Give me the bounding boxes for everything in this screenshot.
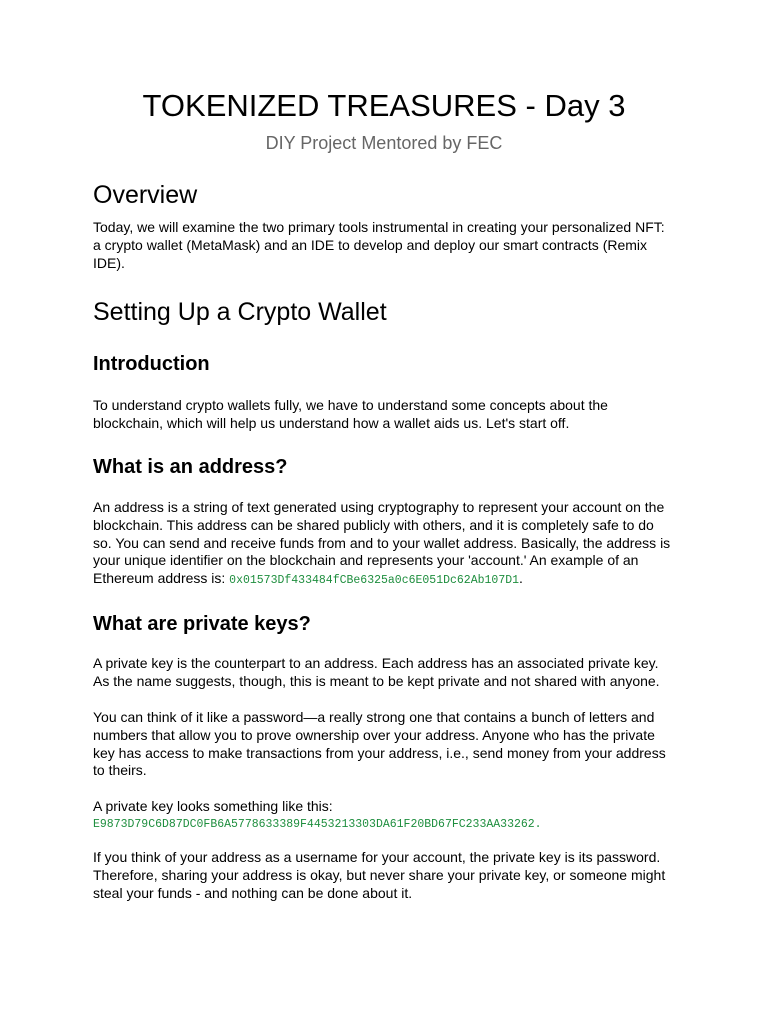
page-subtitle: DIY Project Mentored by FEC — [265, 133, 503, 153]
address-paragraph — [93, 499, 675, 590]
overview-heading: Overview — [93, 181, 198, 209]
private-keys-paragraph-4: If you think of your address as a username for your account, the private key is its password. Therefore, sharing your address is okay, but never share your private key, or someone might steal your funds - and nothing can be done about it. — [93, 849, 666, 901]
private-key-example-code: E9873D79C6D87DC0FB6A5778633389F4453213303DA61F20BD67FC233AA33262. — [93, 818, 542, 831]
private-keys-heading: What are private keys? — [93, 613, 311, 635]
address-text: An address is a string of text generated using cryptography to represent your account on the blockchain. This address can be shared publicly with others, and it is completely safe to do so. You can send and receive funds from and to your wallet address. Basically, the address is your unique identifier on the blockchain and represents your 'account.' An example of an Ethereum address is: — [93, 499, 671, 587]
wallet-section-heading: Setting Up a Crypto Wallet — [93, 298, 387, 326]
introduction-heading: Introduction — [93, 353, 210, 375]
private-keys-paragraph-3: A private key looks something like this: — [93, 798, 333, 814]
page-title: TOKENIZED TREASURES - Day 3 — [142, 88, 626, 123]
address-example-code: 0x01573Df433484fCBe6325a0c6E051Dc62Ab107D1 — [229, 574, 520, 588]
address-period: . — [519, 570, 523, 587]
private-keys-paragraph-1: A private key is the counterpart to an address. Each address has an associated private key. As the name suggests, though, this is meant to be kept private and not shared with anyone. — [93, 655, 660, 689]
address-heading: What is an address? — [93, 456, 288, 478]
introduction-paragraph: To understand crypto wallets fully, we have to understand some concepts about the blockchain, which will help us understand how a wallet aids us. Let's start off. — [93, 397, 608, 431]
overview-paragraph: Today, we will examine the two primary tools instrumental in creating your personalized NFT: a crypto wallet (MetaMask) and an IDE to develop and deploy our smart contracts (Remix IDE). — [93, 219, 665, 271]
private-keys-paragraph-2: You can think of it like a password—a really strong one that contains a bunch of letters and numbers that allow you to prove ownership over your address. Anyone who has the private key has access to make transactions from your address, i.e., send money from your address to theirs. — [93, 709, 666, 779]
